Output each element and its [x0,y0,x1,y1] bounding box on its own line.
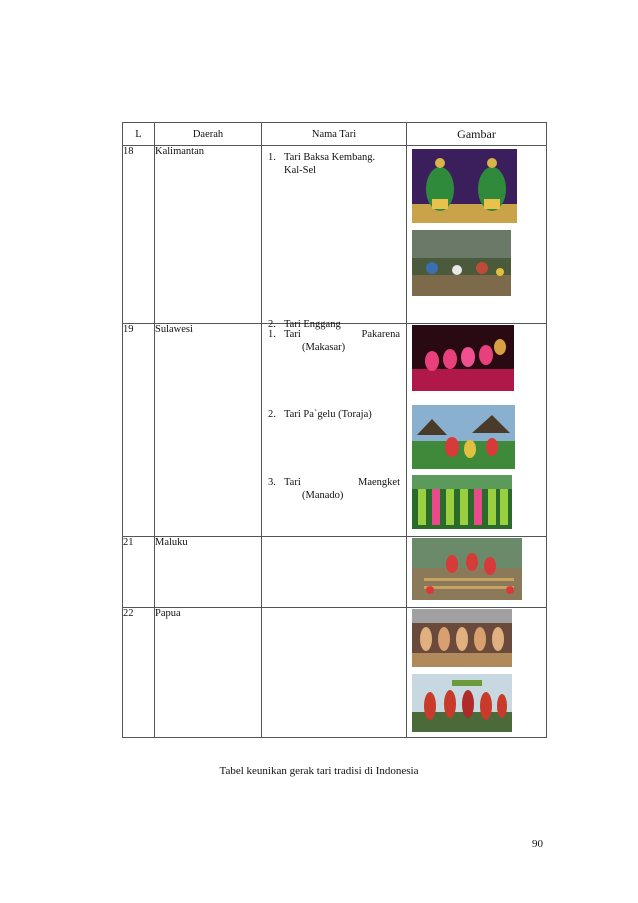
table-caption: Tabel keunikan gerak tari tradisi di Indonesia [219,765,419,777]
row-region: Sulawesi [155,324,262,537]
images-cell [407,537,547,608]
dance-names-cell [262,146,407,330]
row-region: Maluku [155,537,262,608]
dance-table [122,122,547,738]
header-no: L [123,123,155,146]
dance-photo-enggang [412,230,511,296]
dance-item [268,408,400,421]
row-region: Kalimantan [155,146,262,324]
dance-photo-baksa-kembang [412,149,517,223]
table-row [123,324,547,537]
table-row [123,608,547,738]
dance-name-cont: Maengket [358,477,400,488]
dance-name: Tari Baksa Kembang. [284,152,376,163]
dance-names-cell [262,537,407,608]
dance-number: 1. [268,152,276,163]
dance-names-cell [262,324,407,537]
row-region: Papua [155,608,262,738]
row-number: 19 [123,324,155,537]
dance-origin: (Makasar) [302,342,346,353]
dance-origin: Kal-Sel [284,165,317,176]
dance-name-cont: Pakarena [361,329,400,340]
dance-name: Tari Enggang [284,319,341,330]
table-row [123,537,547,608]
dance-item [268,151,400,177]
table-row [123,146,547,324]
dance-item [268,328,400,354]
dance-photo-papua-2 [412,674,512,732]
header-daerah: Daerah [155,123,262,146]
dance-photo-papua-1 [412,609,512,667]
page-number: 90 [532,838,543,850]
dance-name: Tari [284,329,301,340]
images-cell [407,146,547,324]
dance-number: 1. [268,329,276,340]
images-cell [407,608,547,738]
header-gambar: Gambar [407,123,547,146]
table-header-row [123,123,547,146]
dance-name: Tari Pa`gelu (Toraja) [284,409,372,420]
images-cell [407,324,547,537]
dance-number: 3. [268,477,276,488]
dance-names-cell [262,608,407,738]
dance-origin: (Manado) [302,490,344,501]
dance-photo-pakarena [412,325,514,391]
row-number: 18 [123,146,155,324]
row-number: 21 [123,537,155,608]
dance-photo-maluku [412,538,522,600]
dance-number: 2. [268,319,276,330]
dance-item [268,476,400,502]
header-nama-tari: Nama Tari [262,123,407,146]
dance-number: 2. [268,409,276,420]
dance-photo-pagelu [412,405,515,469]
dance-photo-maengket [412,475,512,529]
dance-name: Tari [284,477,301,488]
row-number: 22 [123,608,155,738]
